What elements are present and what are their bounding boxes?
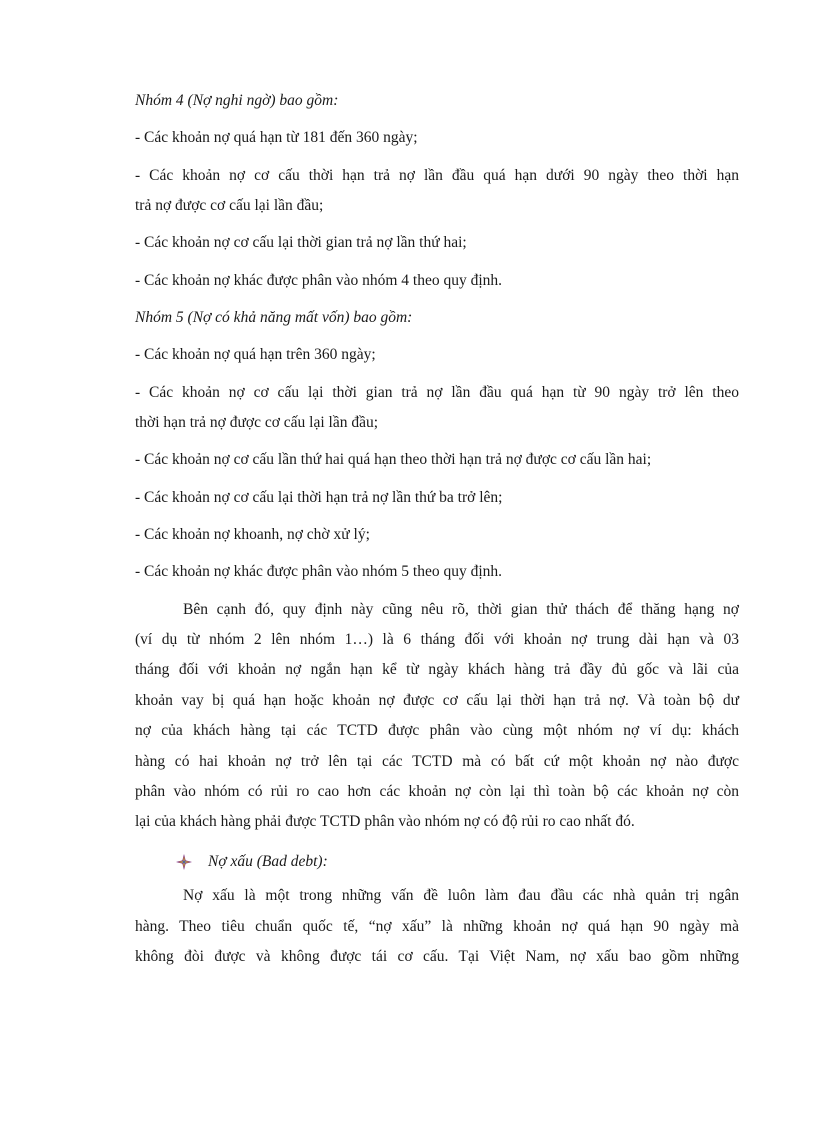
group5-item-1: - Các khoản nợ quá hạn trên 360 ngày;: [135, 346, 376, 364]
paragraph-1-line: hàng có hai khoản nợ trở lên tại các TCTD mà có bất cứ một khoản nợ nào được: [135, 752, 739, 770]
paragraph-1-line: Bên cạnh đó, quy định này cũng nêu rõ, thời gian thử thách để thăng hạng nợ: [183, 600, 739, 618]
group5-item-5: - Các khoản nợ khoanh, nợ chờ xử lý;: [135, 525, 370, 543]
bad-debt-heading: Nợ xấu (Bad debt):: [208, 853, 328, 871]
paragraph-1-line: phân vào nhóm có rủi ro cao hơn các khoản nợ còn lại thì toàn bộ các khoản nợ còn: [135, 783, 739, 801]
document-page: [135, 92, 739, 979]
bad-debt-line: hàng. Theo tiêu chuẩn quốc tế, “nợ xấu” là những khoản nợ quá hạn 90 ngày mà: [135, 917, 739, 935]
group4-item-1: - Các khoản nợ quá hạn từ 181 đến 360 ngày;: [135, 129, 418, 147]
group5-heading: Nhóm 5 (Nợ có khả năng mất vốn) bao gồm:: [135, 308, 413, 326]
group5-item-6: - Các khoản nợ khác được phân vào nhóm 5 theo quy định.: [135, 563, 503, 581]
paragraph-1-line: lại của khách hàng phải được TCTD phân vào nhóm nợ có độ rủi ro cao nhất đó.: [135, 813, 635, 831]
four-point-star-bullet-icon: [175, 853, 193, 871]
bad-debt-line: không đòi được và không được tái cơ cấu. Tại Việt Nam, nợ xấu bao gồm những: [135, 948, 739, 966]
group5-item-2-cont: thời hạn trả nợ được cơ cấu lại lần đầu;: [135, 413, 379, 431]
group5-item-4: - Các khoản nợ cơ cấu lại thời hạn trả nợ lần thứ ba trở lên;: [135, 488, 503, 506]
group4-item-2: - Các khoản nợ cơ cấu thời hạn trả nợ lần đầu quá hạn dưới 90 ngày theo thời hạn: [135, 166, 739, 184]
group5-item-2: - Các khoản nợ cơ cấu lại thời gian trả nợ lần đầu quá hạn từ 90 ngày trở lên theo: [135, 383, 739, 401]
group4-item-3: - Các khoản nợ cơ cấu lại thời gian trả nợ lần thứ hai;: [135, 234, 467, 252]
paragraph-1-line: nợ của khách hàng tại các TCTD được phân vào cùng một nhóm nợ ví dụ: khách: [135, 722, 739, 740]
bad-debt-paragraph: [135, 887, 739, 966]
group5-item-3: - Các khoản nợ cơ cấu lần thứ hai quá hạn theo thời hạn trả nợ được cơ cấu lần hai;: [135, 451, 652, 469]
group4-item-4: - Các khoản nợ khác được phân vào nhóm 4 theo quy định.: [135, 271, 503, 289]
group4-heading: Nhóm 4 (Nợ nghi ngờ) bao gồm:: [135, 92, 339, 109]
group4-item-2-cont: trả nợ được cơ cấu lại lần đầu;: [135, 196, 324, 214]
paragraph-1-line: (ví dụ từ nhóm 2 lên nhóm 1…) là 6 tháng đối với khoản nợ trung dài hạn và 03: [135, 631, 739, 649]
paragraph-1-line: tháng đối với khoản nợ ngắn hạn kể từ ngày khách hàng trả đầy đủ gốc và lãi của: [135, 661, 739, 679]
bad-debt-heading-row: [135, 853, 739, 871]
paragraph-1-line: khoản vay bị quá hạn hoặc khoản nợ được cơ cấu lại thời hạn trả nợ. Và toàn bộ dư: [135, 691, 739, 709]
bad-debt-line: Nợ xấu là một trong những vấn đề luôn làm đau đầu các nhà quản trị ngân: [183, 887, 739, 905]
paragraph-1: [135, 601, 739, 832]
